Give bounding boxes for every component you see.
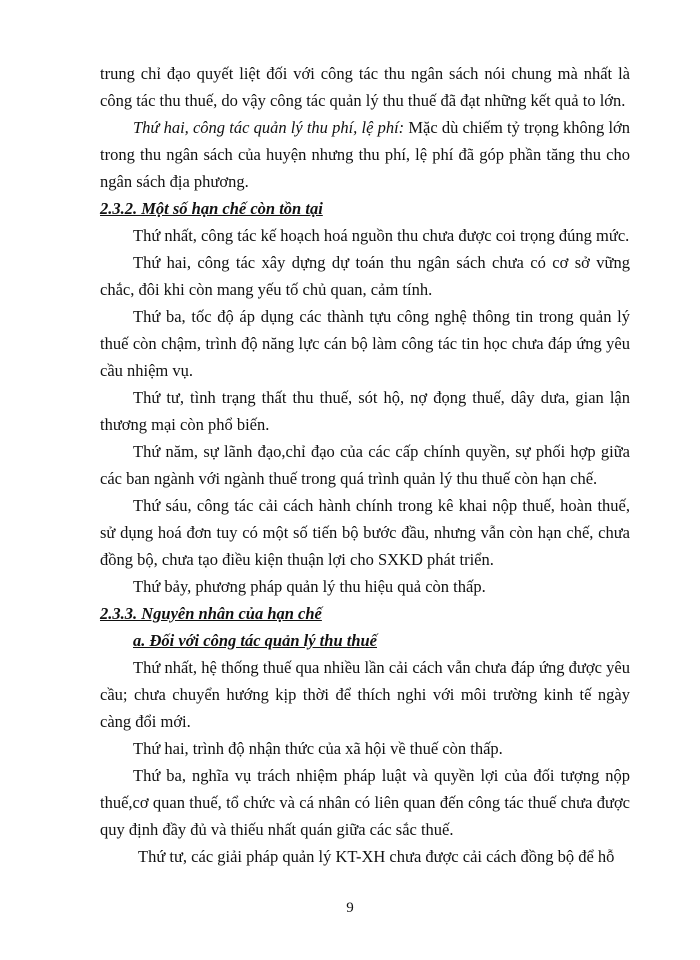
page-number: 9 bbox=[346, 900, 354, 916]
limitation-4: Thứ tư, tình trạng thất thu thuế, sót hộ, nợ đọng thuế, dây dưa, gian lận thương mại còn phổ biến. bbox=[100, 388, 630, 434]
limitation-1: Thứ nhất, công tác kế hoạch hoá nguồn thu chưa được coi trọng đúng mức. bbox=[133, 226, 630, 245]
subsection-heading-a: a. Đối với công tác quản lý thu thuế bbox=[133, 631, 378, 650]
paragraph-rest: Mặc dù chiếm tỷ trọng không lớn trong thu ngân sách của huyện nhưng thu phí, lệ phí đã góp phần tăng thu cho ngân sách địa phương. bbox=[100, 118, 630, 191]
page-body bbox=[100, 60, 630, 870]
cause-2: Thứ hai, trình độ nhận thức của xã hội về thuế còn thấp. bbox=[133, 739, 503, 758]
limitation-7: Thứ bảy, phương pháp quản lý thu hiệu quả còn thấp. bbox=[133, 577, 486, 596]
section-heading-2-3-2: 2.3.2. Một số hạn chế còn tồn tại bbox=[100, 199, 323, 218]
paragraph-continuation: trung chỉ đạo quyết liệt đối với công tác thu ngân sách nói chung mà nhất là công tác thu thuế, do vậy công tác quản lý thu thuế đã đạt những kết quả to lớn. bbox=[100, 64, 630, 110]
cause-1: Thứ nhất, hệ thống thuế qua nhiều lần cải cách vẫn chưa đáp ứng được yêu cầu; chưa chuyển hướng kịp thời để thích nghi với môi trường kinh tế ngày càng đổi mới. bbox=[100, 658, 630, 731]
limitation-5: Thứ năm, sự lãnh đạo,chỉ đạo của các cấp chính quyền, sự phối hợp giữa các ban ngành với ngành thuế trong quá trình quản lý thu thuế còn hạn chế. bbox=[100, 442, 630, 488]
cause-3: Thứ ba, nghĩa vụ trách nhiệm pháp luật và quyền lợi của đối tượng nộp thuế,cơ quan thuế, tổ chức và cá nhân có liên quan đến công tác thuế chưa được quy định đầy đủ và thiếu nhất quán giữa các sắc thuế. bbox=[100, 766, 630, 839]
limitation-2: Thứ hai, công tác xây dựng dự toán thu ngân sách chưa có cơ sở vững chắc, đôi khi còn mang yếu tố chủ quan, cảm tính. bbox=[100, 253, 630, 299]
limitation-6: Thứ sáu, công tác cải cách hành chính trong kê khai nộp thuế, hoàn thuế, sử dụng hoá đơn tuy có một số tiến bộ bước đầu, nhưng vẫn còn hạn chế, chưa đồng bộ, chưa tạo điều kiện thuận lợi cho SXKD phát triển. bbox=[100, 496, 630, 569]
cause-4: Thứ tư, các giải pháp quản lý KT-XH chưa được cải cách đồng bộ để hỗ bbox=[138, 847, 615, 866]
limitation-3: Thứ ba, tốc độ áp dụng các thành tựu công nghệ thông tin trong quản lý thuế còn chậm, trình độ năng lực cán bộ làm công tác tin học chưa đáp ứng yêu cầu nhiệm vụ. bbox=[100, 307, 630, 380]
paragraph-lead-italic: Thứ hai, công tác quản lý thu phí, lệ phí: bbox=[133, 118, 405, 137]
section-heading-2-3-3: 2.3.3. Nguyên nhân của hạn chế bbox=[100, 604, 322, 623]
paragraph-thu-hai-fees bbox=[100, 114, 630, 195]
